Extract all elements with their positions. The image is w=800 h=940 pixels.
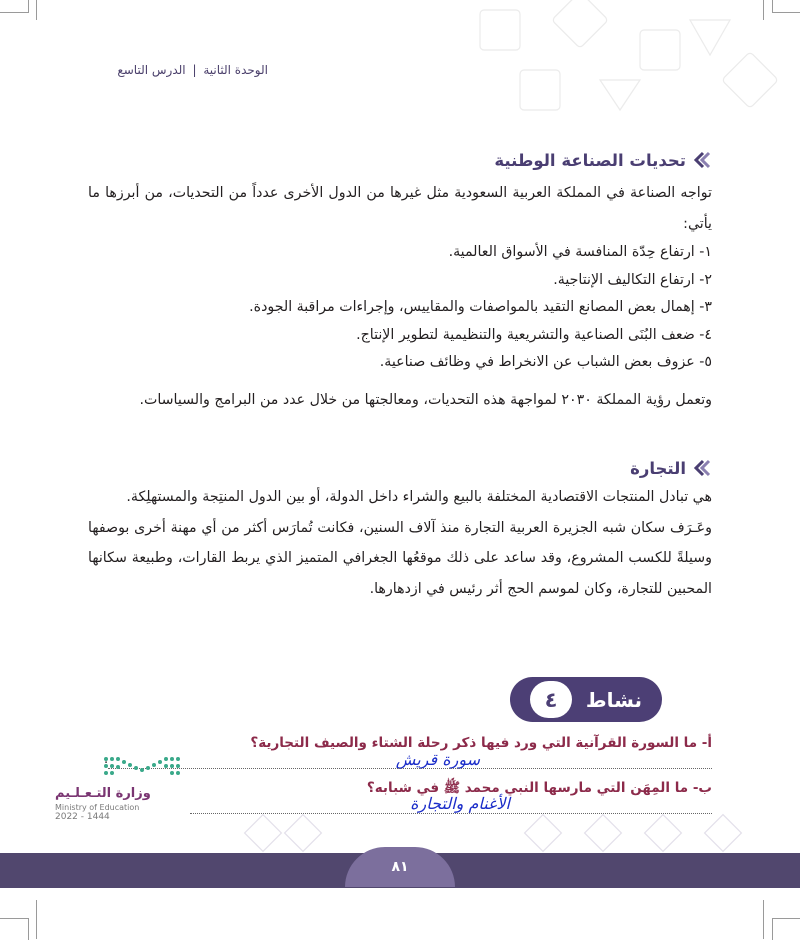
challenges-section <box>88 150 712 415</box>
answer-line-1[interactable] <box>108 768 712 769</box>
list-item: ٥- عزوف بعض الشباب عن الانخراط في وظائف صناعية. <box>379 354 712 370</box>
challenges-list <box>88 239 712 377</box>
list-item: ١- ارتفاع حِدّة المنافسة في الأسواق العالمية. <box>448 244 712 260</box>
activity-badge <box>510 677 662 722</box>
page-header <box>88 63 268 77</box>
challenges-closing: وتعمل رؤية المملكة ٢٠٣٠ لمواجهة هذه التحديات، ومعالجتها من خلال عدد من البرامج والسياسات. <box>139 391 712 408</box>
answer-1: سورة قريش <box>395 750 480 769</box>
lesson-label: الدرس التاسع <box>117 63 186 77</box>
challenges-title: تحديات الصناعة الوطنية <box>494 150 686 170</box>
trade-history: وعَـرَف سكان شبه الجزيرة العربية التجارة منذ آلاف السنين، فكانت تُمارَس أكثر من أي مهنة أخرى بوصفها وسيلةً للكسب المشروع، وقد ساعد على ذلك موقعُها الجغرافي المتميز الذي يربط القارات، وطبيعة سكانها المحبين للتجارة، وكان لموسم الحج أثر رئيس في ازدهارها. <box>88 519 712 597</box>
background-pattern <box>440 0 800 140</box>
crop-mark-bottom-left <box>0 918 29 940</box>
crop-mark-top-left-v <box>36 0 37 20</box>
list-item: ٤- ضعف البُنَى الصناعية والتشريعية والتنظيمية لتطوير الإنتاج. <box>356 326 712 343</box>
question-2: ب- ما المِهَن التي مارسها النبي محمد ﷺ في شبابه؟ <box>366 780 712 796</box>
crop-mark-bottom-right-v <box>763 900 764 939</box>
trade-definition: هي تبادل المنتجات الاقتصادية المختلفة بالبيع والشراء داخل الدولة، أو بين الدول المنتِجة والمستهلِكة. <box>126 489 712 505</box>
ministry-logo-icon <box>100 751 190 781</box>
footer-pattern <box>230 810 790 855</box>
activity-label: نشاط <box>585 687 642 712</box>
trade-title: التجارة <box>630 458 686 478</box>
trade-section <box>88 458 712 604</box>
list-item: ٢- ارتفاع التكاليف الإنتاجية. <box>553 271 712 288</box>
double-chevron-icon <box>692 150 712 170</box>
crop-mark-bottom-right <box>772 918 800 940</box>
ministry-name-en: Ministry of Education <box>55 803 140 812</box>
question-1: أ- ما السورة القرآنية التي ورد فيها ذكر رحلة الشتاء والصيف التجارية؟ <box>250 735 712 751</box>
double-chevron-icon <box>692 458 712 478</box>
ministry-logo <box>55 786 151 822</box>
edition-year: 2022 - 1444 <box>55 812 110 822</box>
crop-mark-top-left <box>0 0 29 13</box>
trade-heading <box>88 458 712 478</box>
crop-mark-bottom-left-v <box>36 900 37 939</box>
unit-label: الوحدة الثانية <box>203 63 268 77</box>
challenges-heading <box>88 150 712 170</box>
answer-2: الأغنام والتجارة <box>410 794 510 813</box>
list-item: ٣- إهمال بعض المصانع التقيد بالمواصفات والمقاييس، وإجراءات مراقبة الجودة. <box>249 299 712 315</box>
challenges-intro: تواجه الصناعة في المملكة العربية السعودية مثل غيرها من الدول الأخرى عدداً من التحديات، من أبرزها ما يأتي: <box>88 185 712 232</box>
activity-number: ٤ <box>530 681 572 718</box>
ministry-name-ar: وزارة التـعـلـيم <box>55 786 151 801</box>
page-number: ٨١ <box>391 859 409 875</box>
header-separator: | <box>192 63 197 77</box>
